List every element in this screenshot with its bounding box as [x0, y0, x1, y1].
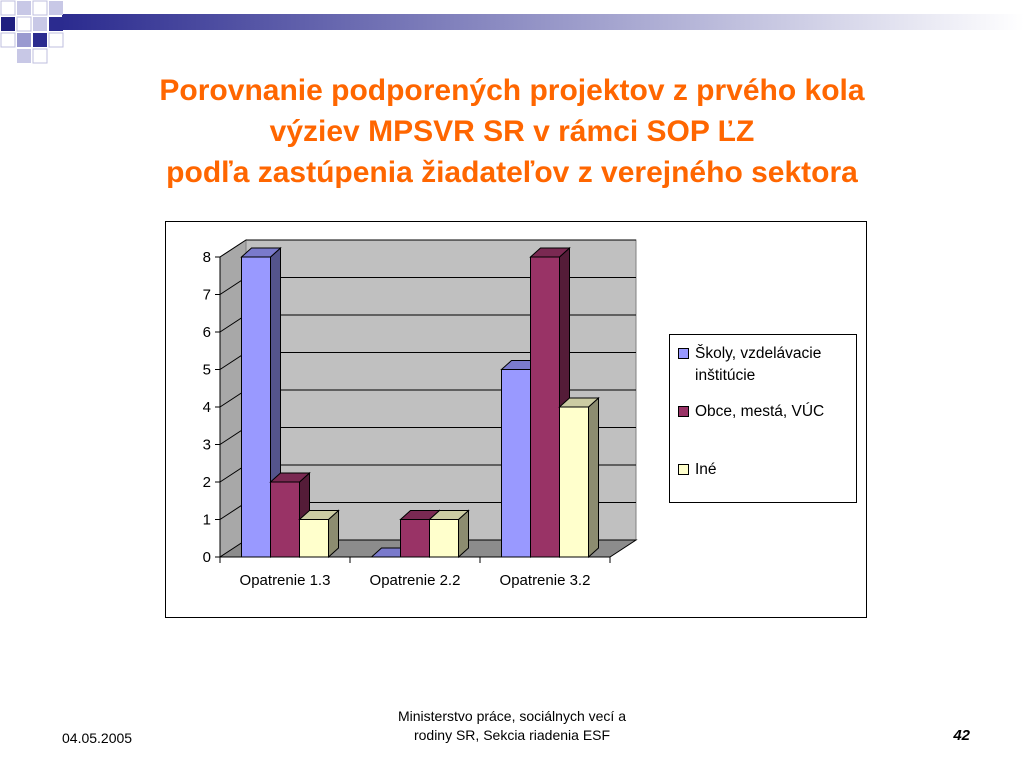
deco-square-7 [49, 17, 63, 31]
deco-square-12 [17, 49, 31, 63]
legend-label-ine: Iné [695, 461, 717, 478]
bar-front [531, 257, 560, 557]
bar-side [589, 398, 599, 557]
legend-item-ine [678, 459, 860, 481]
y-tick-label-5: 5 [202, 361, 211, 379]
legend-swatch-ine [678, 464, 689, 475]
y-tick-label-1: 1 [202, 511, 211, 529]
title-line-2: výziev MPSVR SR v rámci SOP ĽZ [269, 115, 755, 148]
deco-square-6 [33, 17, 47, 31]
bar-front [430, 520, 459, 558]
bar-3-2 [430, 511, 469, 558]
deco-square-3 [49, 1, 63, 15]
legend-label-skoly: Školy, vzdelávacie inštitúcie [695, 345, 822, 384]
legend-item-skoly [678, 343, 860, 387]
deco-square-1 [17, 1, 31, 15]
bar-3-3 [560, 398, 599, 557]
legend-swatch-skoly [678, 348, 689, 359]
corner-squares-decoration [0, 0, 1024, 70]
y-axis [203, 249, 220, 566]
deco-square-0 [1, 1, 15, 15]
y-tick-label-2: 2 [202, 474, 211, 491]
y-tick-label-7: 7 [202, 286, 211, 304]
chart-container [165, 221, 867, 618]
legend-swatch-obce [678, 406, 689, 417]
x-axis [220, 557, 610, 589]
deco-square-2 [33, 1, 47, 15]
header-gradient-bar [62, 14, 1024, 30]
footer-organization [362, 707, 662, 745]
deco-square-9 [17, 33, 31, 47]
deco-square-11 [49, 33, 63, 47]
bar-front [560, 407, 589, 557]
title-line-3: podľa zastúpenia žiadateľov z verejného sektora [166, 156, 858, 189]
footer-org-line-2: rodiny SR, Sekcia riadenia ESF [413, 727, 611, 743]
y-tick-label-3: 3 [202, 436, 211, 454]
legend-item-obce [678, 401, 860, 423]
deco-square-10 [33, 33, 47, 47]
bar-front [401, 520, 430, 558]
slide-title [60, 70, 964, 193]
bar-front [300, 520, 329, 558]
deco-square-5 [17, 17, 31, 31]
chart-legend [669, 334, 857, 503]
page-number: 42 [953, 727, 970, 744]
bar-front [271, 482, 300, 557]
deco-square-4 [1, 17, 15, 31]
y-tick-label-0: 0 [202, 549, 211, 566]
deco-square-13 [33, 49, 47, 63]
bar-front [502, 370, 531, 558]
x-tick-label-3: Opatrenie 3.2 [499, 572, 591, 589]
x-tick-label-2: Opatrenie 2.2 [369, 572, 461, 589]
y-tick-label-6: 6 [202, 324, 211, 341]
title-line-1: Porovnanie podporených projektov z prvého kola [159, 74, 865, 107]
bar-front [242, 257, 271, 557]
bar-3-1 [300, 511, 339, 558]
legend-label-obce: Obce, mestá, VÚC [695, 403, 825, 420]
y-tick-label-4: 4 [202, 399, 211, 416]
footer-org-line-1: Ministerstvo práce, sociálnych vecí a [398, 708, 626, 724]
y-tick-label-8: 8 [202, 249, 211, 266]
footer-date: 04.05.2005 [62, 730, 133, 746]
x-tick-label-1: Opatrenie 1.3 [239, 572, 331, 589]
deco-square-8 [1, 33, 15, 47]
